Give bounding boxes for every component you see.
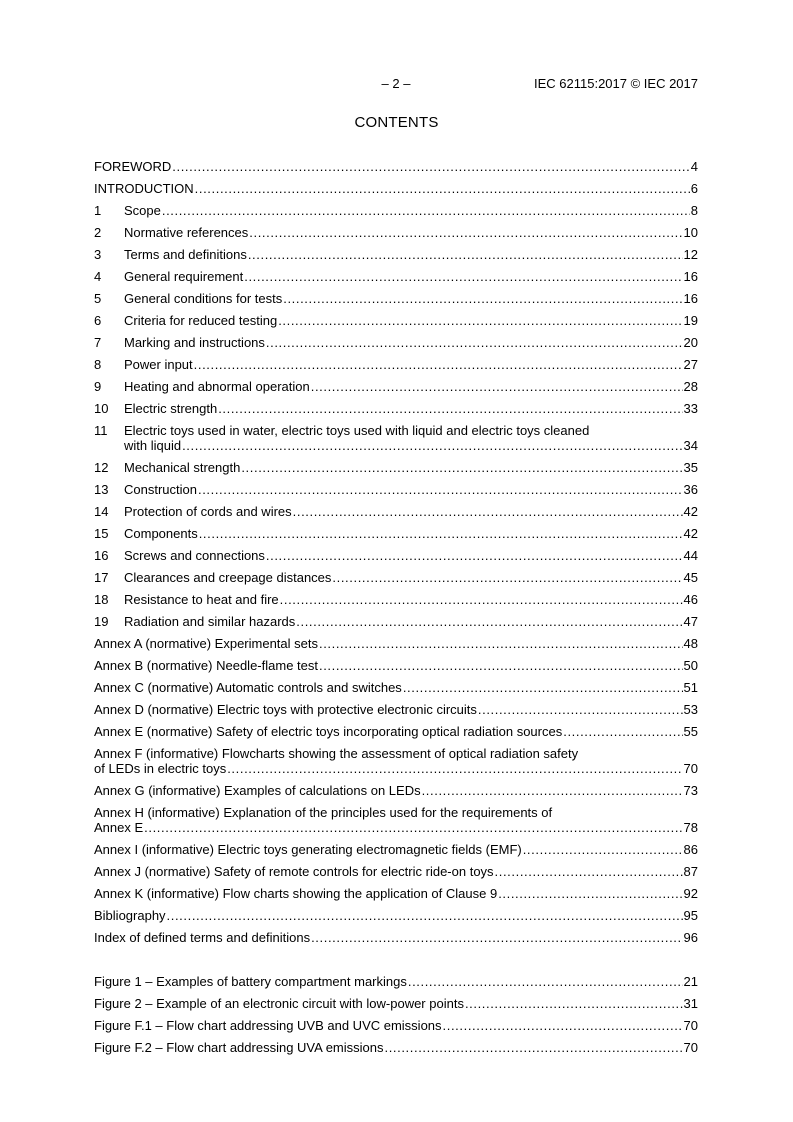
toc-entry[interactable]: [94, 159, 698, 174]
toc-entry[interactable]: [94, 291, 698, 306]
leader-dots: [385, 1040, 683, 1055]
leader-dots: [172, 159, 689, 174]
toc-entry-title: Terms and definitions: [124, 247, 247, 262]
toc-entry-number: 11: [94, 423, 108, 438]
toc-entry-page: 8: [690, 203, 698, 218]
toc-entry-title: Annex G (informative) Examples of calculations on LEDs: [94, 783, 421, 798]
leader-dots: [195, 181, 690, 196]
toc-entry-number: 17: [94, 570, 109, 585]
toc-entry-title: Electric strength: [124, 401, 218, 416]
toc-entry-title: General requirement: [124, 269, 244, 284]
toc-entry-page: 45: [683, 570, 698, 585]
leader-dots: [248, 247, 683, 262]
toc-entry[interactable]: [94, 680, 698, 695]
leader-dots: [465, 996, 683, 1011]
leader-dots: [218, 401, 682, 416]
toc-entry[interactable]: [94, 908, 698, 923]
leader-dots: [498, 886, 682, 901]
page-header: [94, 76, 698, 94]
toc-entry[interactable]: [94, 702, 698, 717]
toc-entry-page: 4: [690, 159, 698, 174]
toc-entry-number: 4: [94, 269, 102, 284]
toc-entry-page: 44: [683, 548, 698, 563]
toc-entry-page: 78: [683, 820, 698, 835]
toc-entry-page: 95: [683, 908, 698, 923]
toc-entry[interactable]: [94, 746, 698, 776]
leader-dots: [332, 570, 682, 585]
toc-entry-page: 55: [683, 724, 698, 739]
figure-list-entry[interactable]: [94, 996, 698, 1011]
document-id: IEC 62115:2017 © IEC 2017: [533, 76, 698, 91]
leader-dots: [422, 783, 683, 798]
toc-entry[interactable]: [94, 805, 698, 835]
toc-entry[interactable]: [94, 548, 698, 563]
toc-entry-number: 16: [94, 548, 109, 563]
leader-dots: [293, 504, 683, 519]
leader-dots: [319, 658, 683, 673]
toc-entry-title: Components: [124, 526, 198, 541]
toc-entry-page: 6: [690, 181, 698, 196]
toc-entry-page: 92: [683, 886, 698, 901]
toc-entry-title: Clearances and creepage distances: [124, 570, 332, 585]
figure-list-entry[interactable]: [94, 1018, 698, 1033]
toc-entry-page: 33: [683, 401, 698, 416]
toc-entry[interactable]: [94, 592, 698, 607]
figure-title: Figure 2 – Example of an electronic circuit with low-power points: [94, 996, 464, 1011]
toc-entry[interactable]: [94, 357, 698, 372]
toc-entry-title-continued: with liquid: [124, 438, 182, 453]
toc-entry[interactable]: [94, 203, 698, 218]
toc-entry-page: 10: [683, 225, 698, 240]
leader-dots: [563, 724, 682, 739]
toc-entry-title: Construction: [124, 482, 197, 497]
leader-dots: [408, 974, 683, 989]
toc-entry-title: Power input: [124, 357, 193, 372]
leader-dots: [249, 225, 682, 240]
leader-dots: [241, 460, 682, 475]
toc-entry[interactable]: [94, 658, 698, 673]
toc-entry-number: 19: [94, 614, 109, 629]
toc-entry-page: 70: [683, 761, 698, 776]
leader-dots: [403, 680, 683, 695]
toc-entry-title: Annex E (normative) Safety of electric toys incorporating optical radiation sources: [94, 724, 563, 739]
leader-dots: [278, 313, 682, 328]
toc-entry-number: 10: [94, 401, 109, 416]
toc-entry-title: Mechanical strength: [124, 460, 241, 475]
toc-entry-title: Bibliography: [94, 908, 166, 923]
toc-entry[interactable]: [94, 783, 698, 798]
leader-dots: [523, 842, 683, 857]
leader-dots: [266, 548, 683, 563]
toc-entry[interactable]: [94, 842, 698, 857]
toc-entry[interactable]: [94, 930, 698, 945]
toc-entry-number: 1: [94, 203, 102, 218]
toc-entry[interactable]: [94, 864, 698, 879]
leader-dots: [495, 864, 683, 879]
toc-entry-page: 28: [683, 379, 698, 394]
toc-entry-title: FOREWORD: [94, 159, 172, 174]
toc-entry[interactable]: [94, 269, 698, 284]
toc-entry-title: Heating and abnormal operation: [124, 379, 310, 394]
toc-entry-title: Electric toys used in water, electric toys used with liquid and electric toys cleaned: [124, 423, 590, 438]
toc-entry-page: 42: [683, 504, 698, 519]
leader-dots: [311, 930, 682, 945]
toc-entry[interactable]: [94, 526, 698, 541]
toc-entry-page: 73: [683, 783, 698, 798]
toc-entry-page: 35: [683, 460, 698, 475]
toc-entry[interactable]: [94, 636, 698, 651]
leader-dots: [280, 592, 683, 607]
toc-entry-title: Resistance to heat and fire: [124, 592, 279, 607]
toc-entry-title: Criteria for reduced testing: [124, 313, 278, 328]
leader-dots: [478, 702, 683, 717]
toc-entry-page: 86: [683, 842, 698, 857]
toc-entry-page: 51: [683, 680, 698, 695]
toc-entry-page: 47: [683, 614, 698, 629]
toc-entry-title: Screws and connections: [124, 548, 265, 563]
toc-entry-page: 42: [683, 526, 698, 541]
toc-entry-page: 87: [683, 864, 698, 879]
toc-entry-number: 7: [94, 335, 102, 350]
toc-entry-title: Radiation and similar hazards: [124, 614, 296, 629]
toc-entry-number: 9: [94, 379, 102, 394]
toc-entry-title-continued: of LEDs in electric toys: [94, 761, 227, 776]
toc-entry-page: 48: [683, 636, 698, 651]
toc-entry[interactable]: [94, 570, 698, 585]
toc-entry-number: 18: [94, 592, 109, 607]
toc-entry-title: Protection of cords and wires: [124, 504, 292, 519]
toc-entry-number: 5: [94, 291, 102, 306]
toc-entry-number: 6: [94, 313, 102, 328]
toc-entry-number: 14: [94, 504, 109, 519]
toc-entry[interactable]: [94, 379, 698, 394]
toc-entry[interactable]: [94, 886, 698, 901]
toc-entry-page: 20: [683, 335, 698, 350]
toc-entry-number: 13: [94, 482, 109, 497]
toc-entry[interactable]: [94, 504, 698, 519]
toc-entry-page: 34: [683, 438, 698, 453]
toc-entry-title: General conditions for tests: [124, 291, 283, 306]
toc-entry-page: 16: [683, 269, 698, 284]
leader-dots: [162, 203, 690, 218]
leader-dots: [283, 291, 682, 306]
leader-dots: [227, 761, 682, 776]
leader-dots: [296, 614, 682, 629]
figure-list-entry[interactable]: [94, 974, 698, 989]
toc-entry[interactable]: [94, 225, 698, 240]
leader-dots: [244, 269, 682, 284]
toc-entry[interactable]: [94, 335, 698, 350]
toc-entry-title: Annex D (normative) Electric toys with protective electronic circuits: [94, 702, 477, 717]
toc-entry-page: 53: [683, 702, 698, 717]
figure-page: 70: [683, 1040, 698, 1055]
toc-entry-number: 3: [94, 247, 102, 262]
toc-entry-title: Annex H (informative) Explanation of the principles used for the requirements of: [94, 805, 553, 820]
toc-entry-title: INTRODUCTION: [94, 181, 194, 196]
toc-entry-title: Annex J (normative) Safety of remote controls for electric ride-on toys: [94, 864, 494, 879]
toc-entry[interactable]: [94, 247, 698, 262]
figure-page: 21: [683, 974, 698, 989]
toc-entry[interactable]: [94, 181, 698, 196]
toc-entry-page: 96: [683, 930, 698, 945]
toc-entry-title-continued: Annex E: [94, 820, 144, 835]
leader-dots: [144, 820, 682, 835]
leader-dots: [198, 482, 683, 497]
leader-dots: [194, 357, 683, 372]
toc-entry-title: Annex K (informative) Flow charts showing the application of Clause 9: [94, 886, 498, 901]
toc-entry-page: 12: [683, 247, 698, 262]
toc-entry-title: Annex A (normative) Experimental sets: [94, 636, 318, 651]
toc-entry-page: 36: [683, 482, 698, 497]
toc-entry-title: Marking and instructions: [124, 335, 265, 350]
leader-dots: [319, 636, 683, 651]
page-title: CONTENTS: [354, 114, 439, 131]
leader-dots: [199, 526, 683, 541]
toc-entry[interactable]: [94, 313, 698, 328]
leader-dots: [311, 379, 683, 394]
toc-entry-title: Annex I (informative) Electric toys generating electromagnetic fields (EMF): [94, 842, 522, 857]
toc-entry-number: 12: [94, 460, 109, 475]
figure-title: Figure F.2 – Flow chart addressing UVA emissions: [94, 1040, 384, 1055]
toc-entry-title: Annex C (normative) Automatic controls and switches: [94, 680, 402, 695]
leader-dots: [167, 908, 683, 923]
toc-entry[interactable]: [94, 423, 698, 453]
toc-entry-number: 2: [94, 225, 102, 240]
toc-entry-title: Normative references: [124, 225, 249, 240]
toc-entry[interactable]: [94, 401, 698, 416]
figure-page: 70: [683, 1018, 698, 1033]
leader-dots: [266, 335, 683, 350]
toc-entry-page: 16: [683, 291, 698, 306]
figure-title: Figure F.1 – Flow chart addressing UVB and UVC emissions: [94, 1018, 442, 1033]
leader-dots: [443, 1018, 683, 1033]
toc-entry[interactable]: [94, 614, 698, 629]
toc-entry-page: 50: [683, 658, 698, 673]
toc-entry-title: Index of defined terms and definitions: [94, 930, 311, 945]
toc-entry-title: Annex F (informative) Flowcharts showing the assessment of optical radiation safety: [94, 746, 579, 761]
toc-entry-title: Scope: [124, 203, 161, 218]
toc-entry-number: 15: [94, 526, 109, 541]
toc-entry[interactable]: [94, 482, 698, 497]
page-number: – 2 –: [381, 76, 411, 91]
toc-entry-page: 46: [683, 592, 698, 607]
leader-dots: [182, 438, 682, 453]
toc-entry-page: 19: [683, 313, 698, 328]
figure-title: Figure 1 – Examples of battery compartment markings: [94, 974, 407, 989]
toc-entry-number: 8: [94, 357, 102, 372]
toc-entry-page: 27: [683, 357, 698, 372]
toc-entry[interactable]: [94, 460, 698, 475]
figure-list-entry[interactable]: [94, 1040, 698, 1055]
toc-entry[interactable]: [94, 724, 698, 739]
figure-page: 31: [683, 996, 698, 1011]
toc-entry-title: Annex B (normative) Needle-flame test: [94, 658, 318, 673]
